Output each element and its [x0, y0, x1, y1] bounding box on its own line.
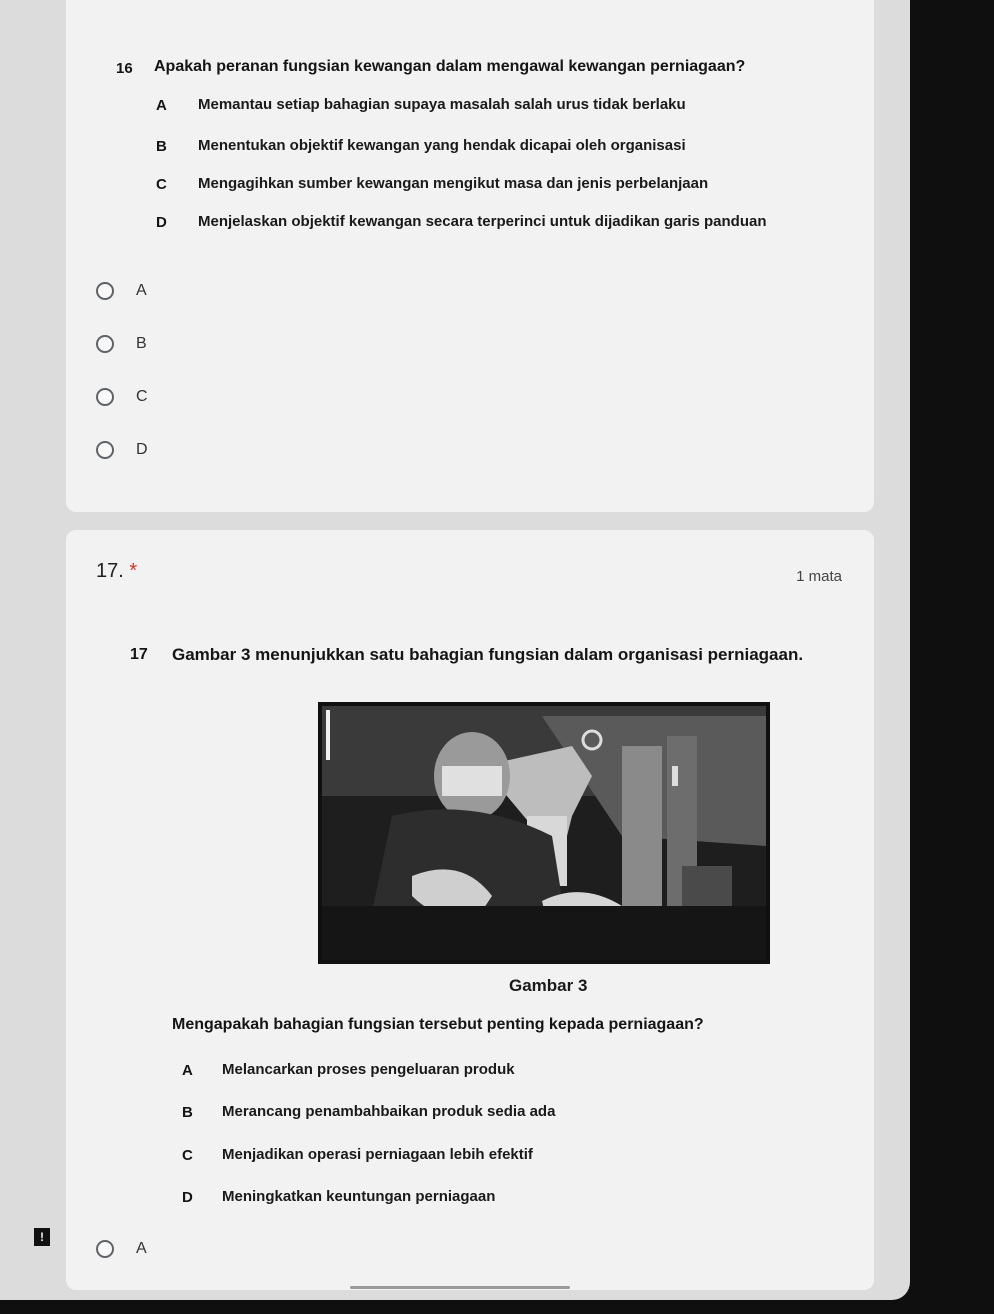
- choice-label: D: [136, 441, 148, 458]
- question-card-16: [66, 0, 874, 512]
- option-letter-d: D: [182, 1189, 193, 1206]
- choice-d[interactable]: [96, 437, 148, 463]
- option-text-d: Meningkatkan keuntungan perniagaan: [222, 1188, 496, 1205]
- option-letter-a: A: [156, 97, 167, 114]
- choice-label: C: [136, 388, 148, 405]
- alert-icon[interactable]: !: [34, 1228, 50, 1246]
- required-marker: *: [129, 560, 138, 582]
- choice-label: A: [136, 282, 147, 299]
- radio-button[interactable]: [96, 335, 114, 353]
- choice-c[interactable]: [96, 384, 148, 410]
- option-text-c: Menjadikan operasi perniagaan lebih efektif: [222, 1146, 533, 1163]
- option-text-b: Menentukan objektif kewangan yang hendak dicapai oleh organisasi: [198, 137, 686, 154]
- question-card-17: [66, 530, 874, 1290]
- choice-a[interactable]: [96, 278, 147, 304]
- photo-illustration: [322, 706, 766, 960]
- choice-label: B: [136, 335, 147, 352]
- image-caption: Gambar 3: [509, 976, 588, 995]
- option-text-d: Menjelaskan objektif kewangan secara terperinci untuk dijadikan garis panduan: [198, 213, 767, 230]
- option-text-a: Memantau setiap bahagian supaya masalah salah urus tidak berlaku: [198, 96, 686, 113]
- option-letter-c: C: [156, 176, 167, 193]
- choice-label: A: [136, 1240, 147, 1257]
- points-label: 1 mata: [796, 568, 842, 585]
- question-number: 16: [116, 60, 133, 77]
- option-text-d-container: [198, 213, 813, 231]
- question-number: 17: [130, 646, 148, 663]
- radio-button[interactable]: [96, 388, 114, 406]
- option-letter-b: B: [156, 138, 167, 155]
- radio-button[interactable]: [96, 282, 114, 300]
- option-text-c: Mengagihkan sumber kewangan mengikut masa dan jenis perbelanjaan: [198, 175, 709, 192]
- question-photo: [318, 702, 770, 964]
- choice-b[interactable]: [96, 331, 147, 357]
- radio-button[interactable]: [96, 1240, 114, 1258]
- question-stem: Mengapakah bahagian fungsian tersebut penting kepada perniagaan?: [172, 1016, 704, 1033]
- option-letter-b: B: [182, 1104, 193, 1121]
- option-letter-a: A: [182, 1062, 193, 1079]
- question-stem: Apakah peranan fungsian kewangan dalam mengawal kewangan perniagaan?: [154, 58, 746, 75]
- choice-a[interactable]: [96, 1236, 147, 1262]
- radio-button[interactable]: [96, 441, 114, 459]
- option-letter-c: C: [182, 1147, 193, 1164]
- question-number-label: 17.: [96, 560, 124, 582]
- option-text-a: Melancarkan proses pengeluaran produk: [222, 1061, 515, 1078]
- option-letter-d: D: [156, 214, 167, 231]
- option-text-b: Merancang penambahbaikan produk sedia ada: [222, 1103, 556, 1120]
- question-intro: Gambar 3 menunjukkan satu bahagian fungsian dalam organisasi perniagaan.: [172, 645, 804, 664]
- home-indicator[interactable]: [350, 1286, 570, 1289]
- form-question-number: [96, 560, 137, 583]
